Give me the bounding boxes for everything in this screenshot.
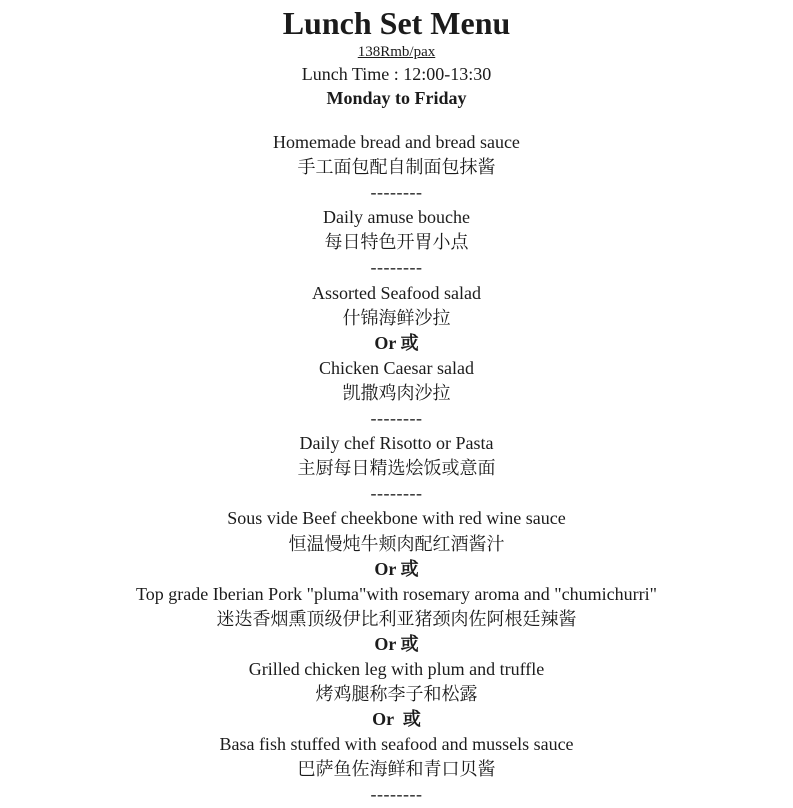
menu-item-chinese: 手工面包配自制面包抹酱 bbox=[297, 157, 496, 178]
or-divider: Or 或 bbox=[374, 633, 419, 654]
menu-item-english: Chicken Caesar salad bbox=[319, 357, 474, 378]
menu-item-chinese: 每日特色开胃小点 bbox=[324, 232, 469, 253]
header-spacer bbox=[0, 110, 793, 130]
menu-item-chinese: 什锦海鲜沙拉 bbox=[342, 307, 451, 328]
menu-item-english: Homemade bread and bread sauce bbox=[273, 132, 520, 152]
menu-item-english: Assorted Seafood salad bbox=[312, 282, 481, 303]
price-per-pax: 138Rmb/pax bbox=[357, 44, 436, 60]
menu-item-chinese: 主厨每日精选烩饭或意面 bbox=[297, 458, 496, 479]
page-title: Lunch Set Menu bbox=[282, 5, 511, 41]
course-separator: -------- bbox=[370, 257, 423, 278]
or-divider: Or 或 bbox=[374, 332, 419, 353]
menu-item-chinese: 凯撒鸡肉沙拉 bbox=[342, 382, 451, 403]
menu-item-chinese: 烤鸡腿称李子和松露 bbox=[315, 684, 478, 705]
menu-item-english: Daily amuse bouche bbox=[323, 207, 470, 228]
course-separator: -------- bbox=[370, 408, 423, 429]
menu-item-english: Top grade Iberian Pork "pluma"with rosemary aroma and "chumichurri" bbox=[136, 583, 657, 604]
menu-item-english: Sous vide Beef cheekbone with red wine sauce bbox=[227, 508, 566, 529]
menu-item-english: Daily chef Risotto or Pasta bbox=[299, 433, 494, 454]
service-days: Monday to Friday bbox=[326, 88, 467, 108]
course-separator: -------- bbox=[370, 182, 423, 203]
menu-item-chinese: 巴萨鱼佐海鲜和青口贝酱 bbox=[297, 759, 496, 780]
lunch-time: Lunch Time : 12:00-13:30 bbox=[301, 64, 492, 84]
menu-item-chinese: 恒温慢炖牛颊肉配红酒酱汁 bbox=[288, 533, 505, 554]
or-divider: Or 或 bbox=[374, 558, 419, 579]
menu-item-english: Grilled chicken leg with plum and truffle bbox=[248, 658, 545, 679]
or-divider: Or 或 bbox=[372, 709, 421, 730]
menu-item-chinese: 迷迭香烟熏顶级伊比利亚猪颈肉佐阿根廷辣酱 bbox=[216, 608, 577, 629]
menu-item-english: Basa fish stuffed with seafood and mussels sauce bbox=[219, 734, 574, 755]
course-separator: -------- bbox=[370, 784, 423, 805]
course-separator: -------- bbox=[370, 483, 423, 504]
